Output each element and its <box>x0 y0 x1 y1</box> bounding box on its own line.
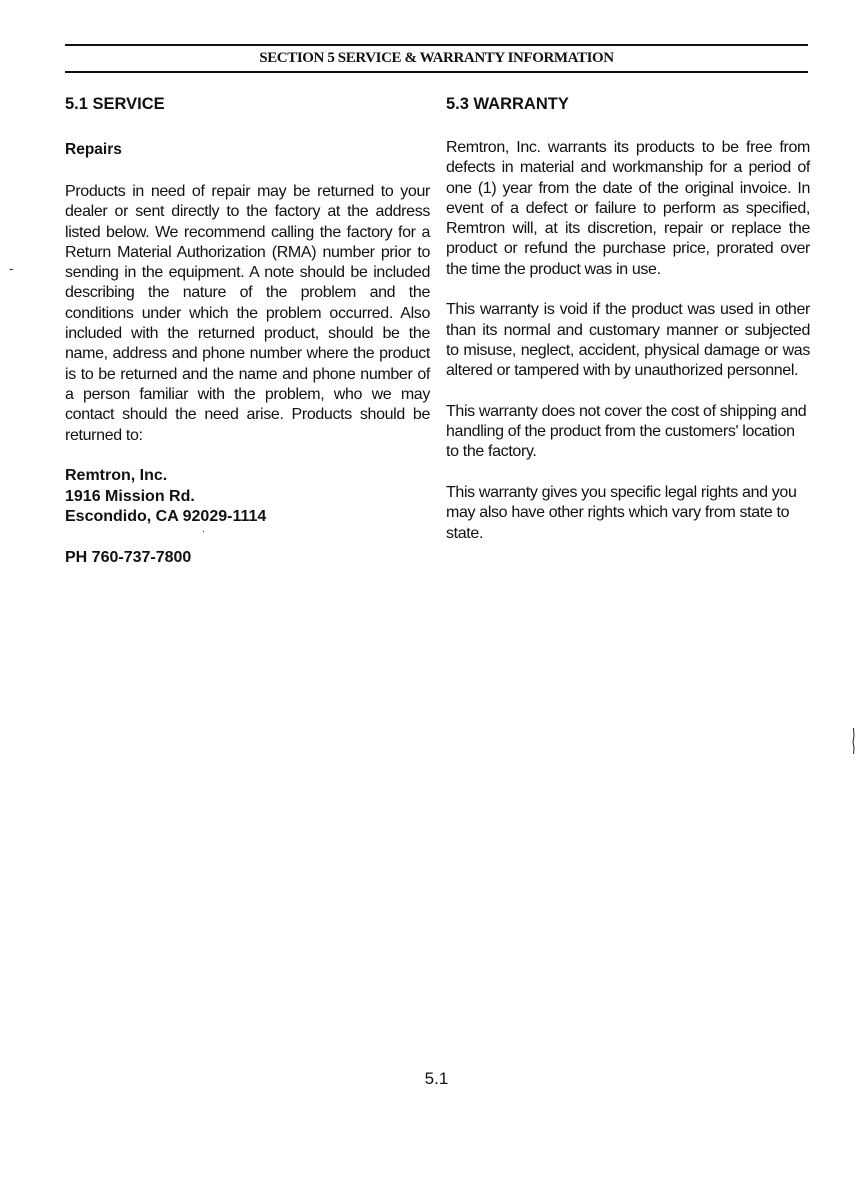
header-rule-top <box>65 44 808 46</box>
page-number: 5.1 <box>424 1069 449 1088</box>
service-heading: 5.1 SERVICE <box>65 95 165 113</box>
address-street: 1916 Mission Rd. <box>65 487 195 505</box>
section-title: SECTION 5 SERVICE & WARRANTY INFORMATION <box>259 50 614 66</box>
scan-speck: . <box>202 524 205 535</box>
phone-number: PH 760-737-7800 <box>65 548 192 566</box>
service-paragraph: Products in need of repair may be returned to your dealer or sent directly to the factory at the address listed below. We recommend calling the factory for a Return Material Authorization (RMA) number prior to sending in the equipment. A note should be included describing the nature of the problem and the conditions under which the problem occurred. Also included with the returned product, should be the name, address and phone number where the product is to be returned and the name and phone number of a person familiar with the problem, who we may contact should the need arise. Products should be returned to: <box>65 183 430 444</box>
warranty-heading: 5.3 WARRANTY <box>446 95 569 113</box>
address-company: Remtron, Inc. <box>65 467 168 485</box>
warranty-paragraph: This warranty is void if the product was used in other than its normal and customary manner or subjected to misuse, neglect, accident, physical damage or was altered or tampered with by unauthorized personnel. <box>446 301 810 380</box>
scan-artifact <box>852 728 855 754</box>
header-rule-bottom <box>65 71 808 73</box>
return-address <box>65 466 430 528</box>
warranty-column <box>446 92 810 564</box>
service-column <box>65 92 430 568</box>
warranty-paragraph: This warranty gives you specific legal rights and you may also have other rights which vary from state to state. <box>446 484 797 542</box>
repairs-subheading: Repairs <box>65 141 122 158</box>
warranty-paragraph: This warranty does not cover the cost of shipping and handling of the product from the customers' location to the factory. <box>446 402 807 461</box>
address-city: Escondido, CA 92029-1114 <box>65 508 267 526</box>
warranty-paragraph: Remtron, Inc. warrants its products to be free from defects in material and workmanship for a period of one (1) year from the date of the original invoice. In event of a defect or failure to perform as specified, Remtron will, at its discretion, repair or replace the product or refund the purchase price, prorated over the time the product was in use. <box>446 139 810 278</box>
margin-mark: - <box>9 260 14 276</box>
